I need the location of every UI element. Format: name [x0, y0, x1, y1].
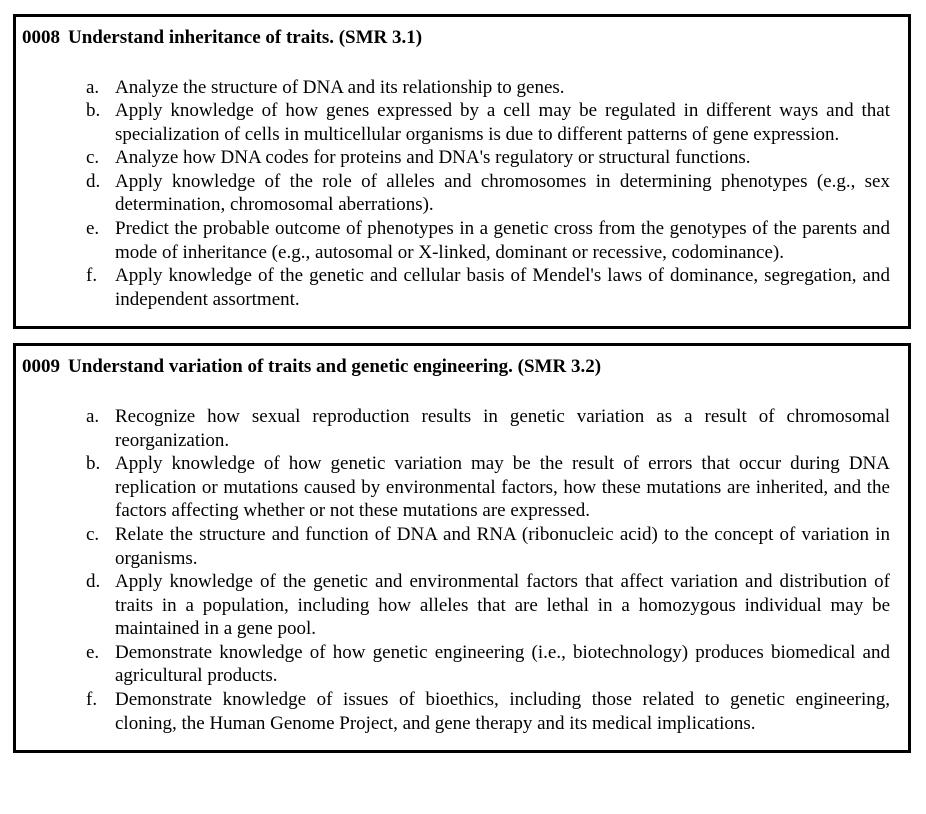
- objective-item: [86, 641, 890, 688]
- objective-letter: e.: [86, 218, 100, 240]
- objective-item: [86, 76, 890, 100]
- objective-item: [86, 405, 890, 452]
- objective-letter: f.: [86, 689, 98, 711]
- objective-text: Demonstrate knowledge of how genetic engineering (i.e., biotechnology) produces biomedical and agricultural products.: [115, 641, 890, 687]
- standard-title: Understand variation of traits and genetic engineering. (SMR 3.2): [68, 356, 602, 378]
- objective-item: [86, 217, 890, 264]
- objective-letter: a.: [86, 76, 100, 98]
- objective-item: [86, 170, 890, 217]
- objective-text: Apply knowledge of the genetic and cellular basis of Mendel's laws of dominance, segregation, and independent assortment.: [115, 265, 890, 310]
- objective-letter: c.: [86, 523, 100, 545]
- objective-letter: b.: [86, 453, 101, 475]
- objective-text: Apply knowledge of the genetic and environmental factors that affect variation and distribution of traits in a population, including how alleles that are lethal in a homozygous individual may be maintained in a gene pool.: [115, 571, 890, 640]
- objective-letter: d.: [86, 571, 101, 593]
- objective-item: [86, 688, 890, 735]
- objective-text: Apply knowledge of the role of alleles and chromosomes in determining phenotypes (e.g., sex determination, chromosomal aberrations).: [115, 170, 890, 216]
- objective-text: Predict the probable outcome of phenotypes in a genetic cross from the genotypes of the parents and mode of inheritance (e.g., autosomal or X-linked, dominant or recessive, codominance).: [115, 218, 890, 263]
- objective-letter: a.: [86, 405, 100, 427]
- objectives-list: [22, 76, 890, 312]
- objective-text: Apply knowledge of how genetic variation may be the result of errors that occur during DNA replication or mutations caused by environmental factors, how these mutations are inherited, and the factors affecting whether or not these mutations are expressed.: [115, 453, 890, 522]
- objective-letter: e.: [86, 641, 100, 663]
- objectives-list: [22, 405, 890, 735]
- objective-item: [86, 146, 890, 170]
- objective-letter: b.: [86, 100, 101, 122]
- objective-item: [86, 452, 890, 523]
- standard-code: 0008: [22, 27, 60, 48]
- objective-item: [86, 523, 890, 570]
- standard-section: [13, 343, 911, 753]
- objective-item: [86, 99, 890, 146]
- objective-item: [86, 264, 890, 311]
- objective-letter: d.: [86, 170, 101, 192]
- objective-text: Analyze the structure of DNA and its relationship to genes.: [115, 76, 565, 98]
- standard-title: Understand inheritance of traits. (SMR 3.1): [68, 27, 423, 48]
- standard-code: 0009: [22, 356, 60, 378]
- objective-text: Apply knowledge of how genes expressed by a cell may be regulated in different ways and that specialization of cells in multicellular organisms is due to different patterns of gene expression.: [115, 100, 890, 145]
- objective-letter: f.: [86, 265, 98, 287]
- objective-text: Recognize how sexual reproduction results in genetic variation as a result of chromosomal reorganization.: [115, 405, 890, 451]
- objective-item: [86, 570, 890, 641]
- objective-text: Relate the structure and function of DNA and RNA (ribonucleic acid) to the concept of variation in organisms.: [115, 523, 890, 569]
- objective-letter: c.: [86, 147, 100, 169]
- standard-header: [22, 26, 890, 50]
- standard-section: [13, 14, 911, 329]
- objective-text: Demonstrate knowledge of issues of bioethics, including those related to genetic engineering, cloning, the Human Genome Project, and gene therapy and its medical implications.: [115, 689, 890, 734]
- objective-text: Analyze how DNA codes for proteins and DNA's regulatory or structural functions.: [115, 147, 751, 169]
- standard-header: [22, 355, 890, 379]
